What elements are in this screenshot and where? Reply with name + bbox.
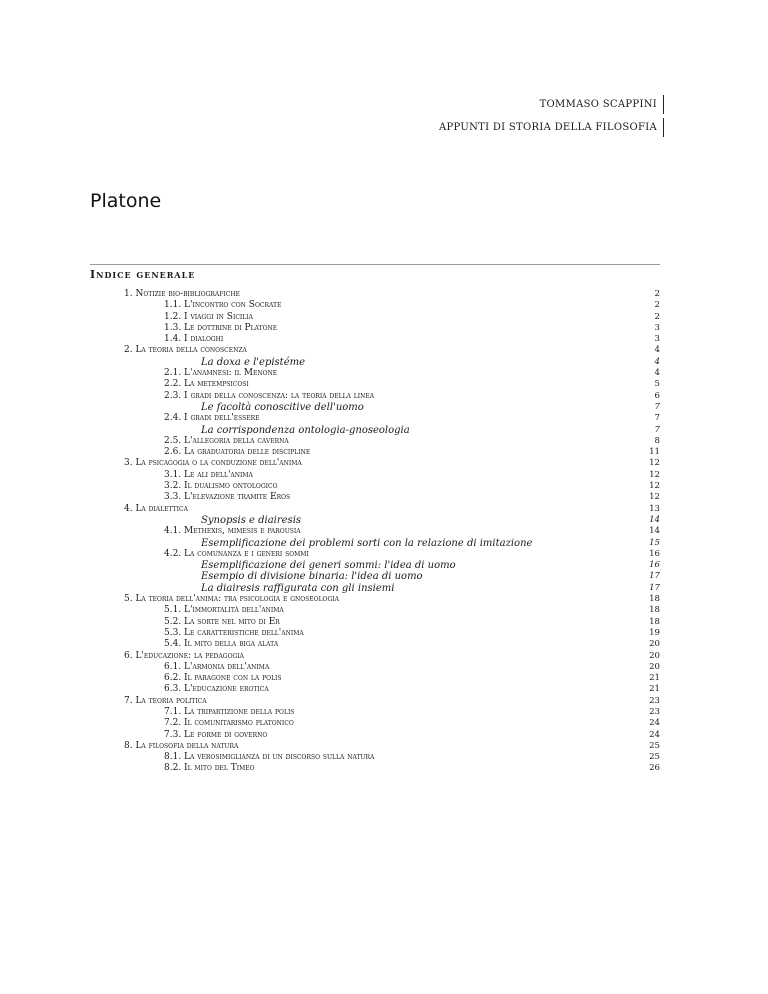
- toc-entry[interactable]: [90, 323, 660, 334]
- toc-entry-label: 6.3. L'educazione erotica: [164, 684, 269, 695]
- toc-entry-page: 20: [649, 639, 660, 650]
- toc-entry-page: 12: [649, 469, 660, 480]
- toc-entry[interactable]: [90, 413, 660, 424]
- toc-entry-label: 8.2. Il mito del Timeo: [164, 763, 255, 774]
- toc-entry-label: 4.2. La comunanza e i generi sommi: [164, 548, 309, 559]
- toc-entry[interactable]: [90, 447, 660, 458]
- toc-entry-label: 3.3. L'elevazione tramite Eros: [164, 492, 291, 503]
- toc-entry[interactable]: [90, 425, 660, 436]
- toc-entry-label: 3.1. Le ali dell'anima: [164, 469, 253, 480]
- toc-entry[interactable]: [90, 334, 660, 345]
- toc-entry-page: 12: [649, 458, 660, 469]
- toc-entry-label: Esempio di divisione binaria: l'idea di uomo: [201, 571, 423, 583]
- toc-entry-page: 3: [654, 322, 660, 333]
- toc-entry-page: 16: [649, 548, 660, 559]
- toc-entry-label: 1.4. I dialoghi: [164, 334, 224, 345]
- toc-entry-label: 5.4. Il mito della biga alata: [164, 639, 279, 650]
- toc-entry[interactable]: [90, 662, 660, 673]
- toc-entry[interactable]: [90, 571, 660, 582]
- toc-entry-page: 18: [649, 605, 660, 616]
- toc-entry[interactable]: [90, 549, 660, 560]
- toc-entry[interactable]: [90, 289, 660, 300]
- toc-entry-label: Esemplificazione dei problemi sorti con la relazione di imitazione: [201, 537, 533, 549]
- toc-entry-label: 2. La teoria della conoscenza: [124, 345, 247, 356]
- toc-entry[interactable]: [90, 312, 660, 323]
- toc-entry-label: 1.3. Le dottrine di Platone: [164, 322, 278, 333]
- toc-entry-page: 24: [649, 729, 660, 740]
- toc-entry-page: 17: [649, 571, 660, 582]
- toc-entry[interactable]: [90, 504, 660, 515]
- toc-entry-label: 1. Notizie bio-bibliografiche: [124, 289, 240, 299]
- toc-entry[interactable]: [90, 583, 660, 594]
- toc-entry-page: 21: [649, 684, 660, 695]
- toc-entry[interactable]: [90, 538, 660, 549]
- toc-entry-page: 19: [649, 627, 660, 638]
- toc-entry-label: Synopsis e diairesis: [201, 514, 302, 526]
- toc-entry-page: 7: [654, 401, 660, 412]
- toc-entry-page: 20: [649, 650, 660, 661]
- toc-entry[interactable]: [90, 515, 660, 526]
- toc-entry[interactable]: [90, 345, 660, 356]
- toc-entry[interactable]: [90, 741, 660, 752]
- toc-entry-label: 2.4. I gradi dell'essere: [164, 413, 260, 424]
- toc-entry-label: 5.1. L'immortalità dell'anima: [164, 605, 284, 616]
- running-header-author: TOMMASO SCAPPINI: [237, 95, 664, 114]
- toc-entry-label: La diairesis raffigurata con gli insiemi: [201, 582, 395, 594]
- toc-entry-label: 1.1. L'incontro con Socrate: [164, 300, 282, 311]
- toc-entry-label: 5.2. La sorte nel mito di Er: [164, 616, 280, 627]
- table-of-contents: [90, 289, 660, 775]
- toc-entry-label: 6.2. Il paragone con la polis: [164, 673, 282, 684]
- toc-entry-label: 7.1. La tripartizione della polis: [164, 706, 295, 717]
- toc-entry[interactable]: [90, 458, 660, 469]
- toc-entry-page: 12: [649, 481, 660, 492]
- toc-entry-label: 6.1. L'armonia dell'anima: [164, 661, 270, 672]
- toc-entry-page: 3: [654, 334, 660, 345]
- toc-entry-page: 12: [649, 492, 660, 503]
- toc-entry-page: 7: [654, 424, 660, 435]
- toc-entry[interactable]: [90, 752, 660, 763]
- toc-entry[interactable]: [90, 402, 660, 413]
- toc-entry[interactable]: [90, 639, 660, 650]
- toc-entry[interactable]: [90, 730, 660, 741]
- toc-entry-page: 20: [649, 661, 660, 672]
- toc-entry[interactable]: [90, 617, 660, 628]
- toc-entry-label: 2.6. La graduatoria delle discipline: [164, 447, 311, 458]
- toc-entry-page: 15: [649, 537, 660, 548]
- toc-entry-page: 4: [654, 345, 660, 356]
- toc-entry-label: 2.2. La metempsicosi: [164, 379, 249, 390]
- toc-entry[interactable]: [90, 651, 660, 662]
- toc-entry-page: 23: [649, 695, 660, 706]
- toc-entry-page: 11: [649, 447, 660, 458]
- toc-entry-label: 7.3. Le forme di governo: [164, 729, 268, 740]
- toc-entry[interactable]: [90, 470, 660, 481]
- toc-entry-label: 3.2. Il dualismo ontologico: [164, 481, 278, 492]
- toc-entry-page: 18: [649, 594, 660, 605]
- toc-entry-label: 2.3. I gradi della conoscenza: la teoria della linea: [164, 390, 375, 401]
- toc-heading: Indice generale: [90, 264, 660, 281]
- toc-entry[interactable]: [90, 391, 660, 402]
- running-header-series: APPUNTI DI STORIA DELLA FILOSOFIA: [237, 118, 664, 137]
- toc-entry[interactable]: [90, 684, 660, 695]
- toc-entry[interactable]: [90, 763, 660, 774]
- toc-entry[interactable]: [90, 379, 660, 390]
- toc-entry-page: 2: [654, 300, 660, 311]
- toc-entry-page: 2: [654, 289, 660, 299]
- toc-entry[interactable]: [90, 481, 660, 492]
- toc-entry-page: 13: [649, 503, 660, 514]
- toc-entry-label: 3. La psicagogia o la conduzione dell'anima: [124, 458, 302, 469]
- toc-entry-page: 24: [649, 718, 660, 729]
- toc-entry[interactable]: [90, 605, 660, 616]
- toc-entry-page: 5: [654, 379, 660, 390]
- toc-entry-label: 7. La teoria politica: [124, 695, 207, 706]
- toc-entry[interactable]: [90, 436, 660, 447]
- toc-entry-page: 8: [654, 435, 660, 446]
- toc-entry[interactable]: [90, 594, 660, 605]
- toc-entry[interactable]: [90, 718, 660, 729]
- toc-entry[interactable]: [90, 628, 660, 639]
- toc-entry-label: Le facoltà conoscitive dell'uomo: [201, 401, 364, 413]
- toc-entry-page: 2: [654, 311, 660, 322]
- toc-entry-page: 14: [649, 526, 660, 537]
- toc-entry-page: 21: [649, 673, 660, 684]
- toc-entry-page: 26: [649, 763, 660, 774]
- toc-entry-label: La corrispondenza ontologia-gnoseologia: [201, 424, 410, 436]
- toc-entry[interactable]: [90, 492, 660, 503]
- toc-entry-label: 2.1. L'anamnesi: il Menone: [164, 368, 278, 379]
- toc-entry-label: 5.3. Le caratteristiche dell'anima: [164, 627, 304, 638]
- toc-entry-page: 4: [654, 356, 660, 367]
- toc-entry[interactable]: [90, 526, 660, 537]
- toc-entry-page: 7: [654, 413, 660, 424]
- toc-entry-label: 1.2. I viaggi in Sicilia: [164, 311, 253, 322]
- toc-entry-label: 4. La dialettica: [124, 503, 188, 514]
- toc-entry-label: 6. L'educazione: la pedagogia: [124, 650, 244, 661]
- toc-entry-label: 8.1. La verosimiglianza di un discorso sulla natura: [164, 752, 375, 763]
- toc-entry-page: 18: [649, 616, 660, 627]
- toc-entry-label: 4.1. Methexis, mimesis e parousia: [164, 526, 301, 537]
- toc-entry-page: 25: [649, 752, 660, 763]
- toc-entry[interactable]: [90, 560, 660, 571]
- toc-entry-page: 17: [649, 582, 660, 593]
- toc-entry[interactable]: [90, 673, 660, 684]
- toc-entry-page: 16: [649, 560, 660, 571]
- toc-entry-page: 4: [654, 368, 660, 379]
- toc-entry[interactable]: [90, 368, 660, 379]
- toc-entry[interactable]: [90, 696, 660, 707]
- toc-entry[interactable]: [90, 707, 660, 718]
- toc-entry-page: 6: [654, 390, 660, 401]
- toc-entry[interactable]: [90, 300, 660, 311]
- toc-entry-page: 25: [649, 740, 660, 751]
- toc-entry-label: Esemplificazione dei generi sommi: l'idea di uomo: [201, 560, 456, 572]
- document-title: Platone: [90, 190, 162, 212]
- toc-entry-label: 7.2. Il comunitarismo platonico: [164, 718, 294, 729]
- toc-entry-label: La doxa e l'epistéme: [201, 356, 306, 368]
- toc-entry-label: 5. La teoria dell'anima: tra psicologia e gnoseologia: [124, 594, 339, 605]
- toc-entry-page: 23: [649, 706, 660, 717]
- toc-entry[interactable]: [90, 357, 660, 368]
- toc-entry-label: 2.5. L'allegoria della caverna: [164, 435, 289, 446]
- toc-entry-label: 8. La filosofia della natura: [124, 740, 239, 751]
- toc-entry-page: 14: [649, 514, 660, 525]
